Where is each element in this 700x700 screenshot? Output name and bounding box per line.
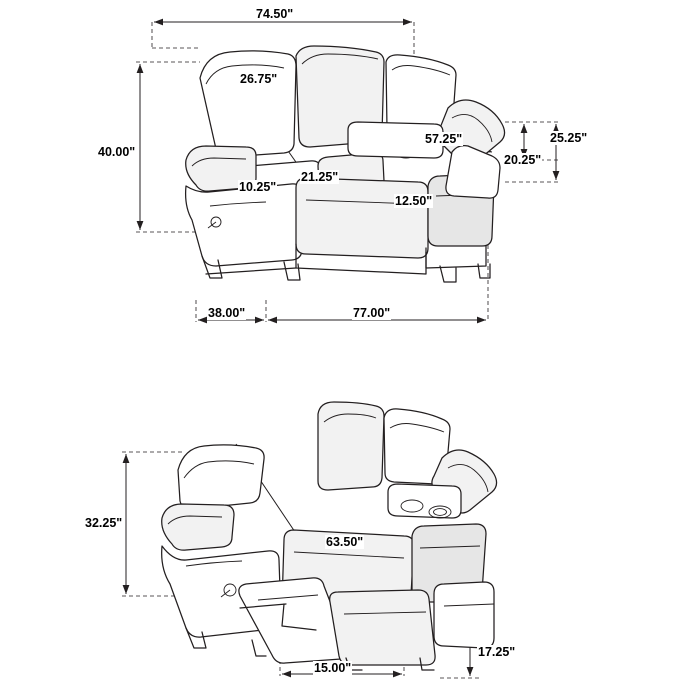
dim-label-seat-height: 20.25" bbox=[504, 153, 542, 167]
loveseat-bottom-figure bbox=[122, 402, 497, 678]
dim-label-arm-width: 10.25" bbox=[239, 180, 277, 194]
sofa-illustration-top bbox=[186, 46, 505, 282]
dim-reclined-height bbox=[123, 454, 130, 594]
dim-label-back-height-cushion: 26.75" bbox=[240, 72, 278, 86]
dim-label-reclined-diagonal-depth: 63.50" bbox=[326, 535, 364, 549]
dim-label-arm-height: 25.25" bbox=[550, 131, 588, 145]
dim-overall-height bbox=[137, 64, 144, 230]
dim-label-overall-height: 40.00" bbox=[98, 145, 136, 159]
sofa-top-figure bbox=[136, 19, 560, 324]
dim-label-footrest-height: 17.25" bbox=[478, 645, 516, 659]
dim-label-base-left-width: 38.00" bbox=[208, 306, 246, 320]
dim-label-seat-depth: 57.25" bbox=[425, 132, 463, 146]
dim-label-console-width: 12.50" bbox=[395, 194, 433, 208]
dim-label-reclined-base-width: 15.00" bbox=[314, 661, 352, 675]
dim-label-reclined-height: 32.25" bbox=[85, 516, 123, 530]
dim-label-base-right-width: 77.00" bbox=[353, 306, 391, 320]
dim-label-seat-width: 21.25" bbox=[301, 170, 339, 184]
dim-label-overall-width: 74.50" bbox=[256, 7, 294, 21]
